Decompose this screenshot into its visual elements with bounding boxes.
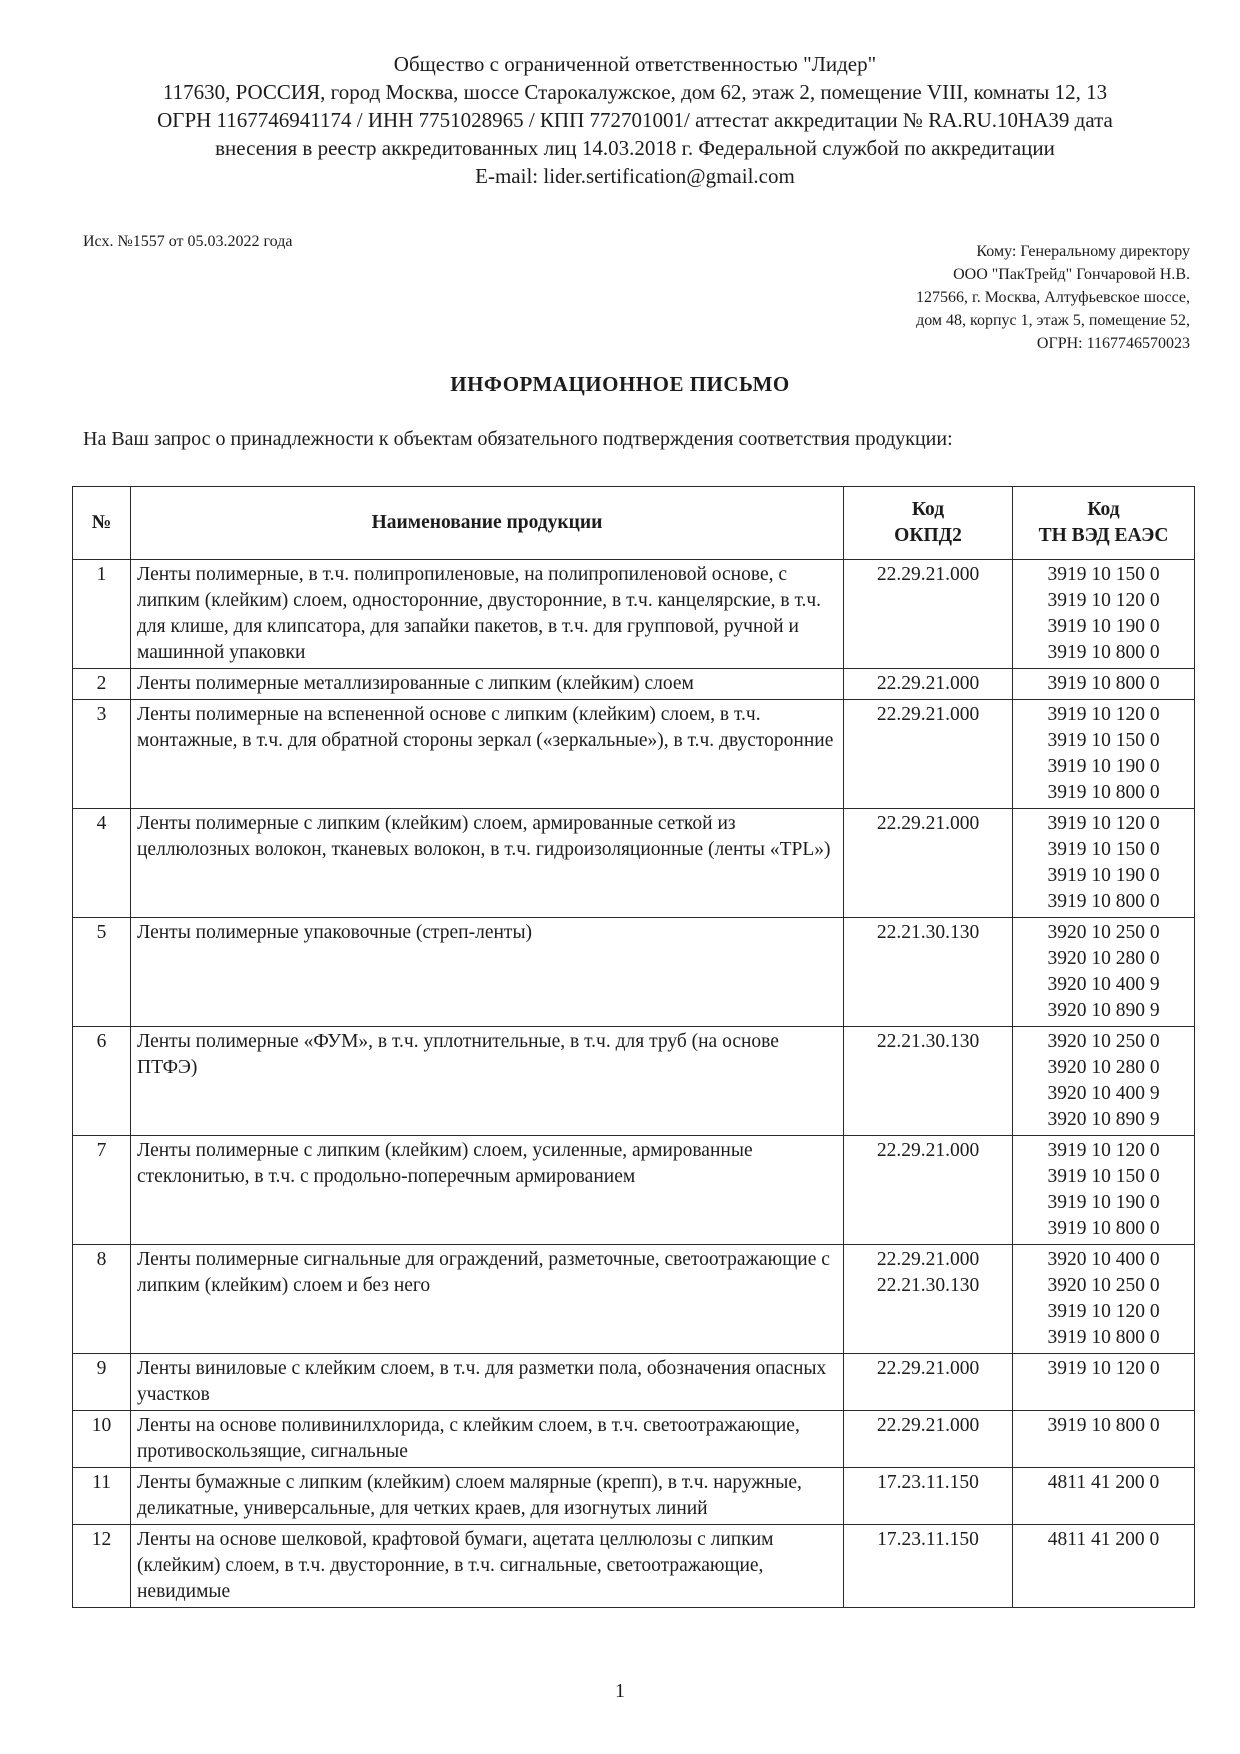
tn-ved-code: 3919 10 150 0: [1047, 839, 1160, 860]
okpd2-code: 17.23.11.150: [877, 1529, 979, 1550]
okpd2-code: 22.29.21.000: [876, 564, 980, 585]
product-name: Ленты полимерные упаковочные (стреп-ленты): [131, 918, 844, 1027]
tn-ved-code: 3919 10 190 0: [1047, 756, 1160, 777]
tn-ved-code: 3919 10 120 0: [1047, 813, 1160, 834]
product-name: Ленты бумажные с липким (клейким) слоем малярные (крепп), в т.ч. наружные, деликатные, универсальные, для четких краев, для изогнутых линий: [131, 1468, 844, 1525]
tn-ved-code: 3920 10 250 0: [1047, 1275, 1160, 1296]
row-number: 3: [73, 700, 131, 809]
tn-ved-code: 3919 10 150 0: [1047, 1166, 1160, 1187]
okpd2-code: 22.29.21.000: [876, 813, 980, 834]
tn-ved-code: 4811 41 200 0: [1047, 1529, 1160, 1550]
recipient-block: [730, 240, 1190, 355]
tn-ved-codes: [1013, 918, 1195, 1027]
org-name: Общество с ограниченной ответственностью "Лидер": [393, 52, 877, 76]
document-title: ИНФОРМАЦИОННОЕ ПИСЬМО: [450, 372, 790, 396]
intro-text: На Ваш запрос о принадлежности к объектам обязательного подтверждения соответствия продукции:: [83, 428, 953, 450]
tn-ved-codes: [1013, 809, 1195, 918]
tn-ved-code: 3920 10 250 0: [1047, 1031, 1160, 1052]
tn-ved-code: 3919 10 120 0: [1047, 704, 1160, 725]
tn-ved-code: 3919 10 800 0: [1047, 642, 1160, 663]
tn-ved-codes: [1013, 1027, 1195, 1136]
okpd2-code: 22.29.21.000: [876, 1140, 980, 1161]
row-number: 10: [73, 1411, 131, 1468]
org-accreditation: внесения в реестр аккредитованных лиц 14.03.2018 г. Федеральной службой по аккредитации: [215, 136, 1055, 160]
okpd2-codes: [844, 700, 1013, 809]
product-name: Ленты полимерные металлизированные с липким (клейким) слоем: [131, 669, 844, 700]
recipient-line: ОГРН: 1167746570023: [1036, 335, 1190, 352]
header-tn-ved: [1013, 487, 1195, 560]
tn-ved-codes: [1013, 1411, 1195, 1468]
products-table: [72, 486, 1195, 1608]
okpd2-codes: [844, 1354, 1013, 1411]
table-row: [73, 1136, 1195, 1245]
tn-ved-codes: [1013, 1354, 1195, 1411]
product-name: Ленты полимерные сигнальные для ограждений, разметочные, светоотражающие с липким (клейким) слоем и без него: [131, 1245, 844, 1354]
tn-ved-codes: [1013, 669, 1195, 700]
header-number: №: [73, 487, 131, 560]
org-address: 117630, РОССИЯ, город Москва, шоссе Старокалужское, дом 62, этаж 2, помещение VIII, комнаты 12, 13: [162, 80, 1108, 104]
okpd2-codes: [844, 1245, 1013, 1354]
table-row: [73, 669, 1195, 700]
row-number: 7: [73, 1136, 131, 1245]
okpd2-codes: [844, 918, 1013, 1027]
tn-ved-codes: [1013, 1525, 1195, 1608]
okpd2-codes: [844, 560, 1013, 669]
tn-ved-codes: [1013, 1136, 1195, 1245]
tn-ved-code: 3920 10 890 9: [1047, 1109, 1160, 1130]
table-row: [73, 1525, 1195, 1608]
tn-ved-code: 3919 10 120 0: [1047, 1301, 1160, 1322]
row-number: 4: [73, 809, 131, 918]
row-number: 12: [73, 1525, 131, 1608]
page-number: 1: [615, 1680, 625, 1702]
table-row: [73, 809, 1195, 918]
okpd2-codes: [844, 1468, 1013, 1525]
tn-ved-code: 3919 10 800 0: [1047, 1415, 1160, 1436]
table-row: [73, 1411, 1195, 1468]
tn-ved-code: 3919 10 120 0: [1047, 590, 1160, 611]
row-number: 9: [73, 1354, 131, 1411]
row-number: 11: [73, 1468, 131, 1525]
table-row: [73, 560, 1195, 669]
product-name: Ленты виниловые с клейким слоем, в т.ч. для разметки пола, обозначения опасных участков: [131, 1354, 844, 1411]
tn-ved-code: 3919 10 120 0: [1047, 1140, 1160, 1161]
table-row: [73, 1027, 1195, 1136]
product-name: Ленты полимерные, в т.ч. полипропиленовые, на полипропиленовой основе, с липким (клейким) слоем, односторонние, двусторонние, в т.ч. канцелярские, в т.ч. для клише, для клипсатора, для запайки пакетов, в т.ч. для групповой, ручной и машинной упаковки: [131, 560, 844, 669]
recipient-line: Кому: Генеральному директору: [976, 243, 1190, 260]
tn-ved-code: 3919 10 800 0: [1047, 1218, 1160, 1239]
row-number: 1: [73, 560, 131, 669]
tn-ved-code: 3920 10 400 9: [1047, 1083, 1160, 1104]
outgoing-reference: Исх. №1557 от 05.03.2022 года: [83, 233, 293, 250]
table-row: [73, 700, 1195, 809]
product-name: Ленты на основе шелковой, крафтовой бумаги, ацетата целлюлозы с липким (клейким) слоем, в т.ч. двусторонние, в т.ч. сигнальные, светоотражающие, невидимые: [131, 1525, 844, 1608]
okpd2-codes: [844, 1027, 1013, 1136]
recipient-line: ООО "ПакТрейд" Гончаровой Н.В.: [953, 266, 1190, 283]
header-product-name: Наименование продукции: [131, 487, 844, 560]
table-row: [73, 1354, 1195, 1411]
okpd2-code: 22.29.21.000: [876, 704, 980, 725]
tn-ved-code: 3920 10 890 9: [1047, 1000, 1160, 1021]
okpd2-codes: [844, 1525, 1013, 1608]
header-okpd2-line1: Код: [911, 499, 945, 520]
tn-ved-code: 3920 10 250 0: [1047, 922, 1160, 943]
org-registration: ОГРН 1167746941174 / ИНН 7751028965 / КПП 772701001/ аттестат аккредитации № RA.RU.10НА39 дата: [157, 108, 1113, 132]
product-name: Ленты полимерные на вспененной основе с липким (клейким) слоем, в т.ч. монтажные, в т.ч. для обратной стороны зеркал («зеркальные»), в т.ч. двусторонние: [131, 700, 844, 809]
tn-ved-code: 3919 10 190 0: [1047, 1192, 1160, 1213]
okpd2-codes: [844, 809, 1013, 918]
okpd2-code: 22.29.21.000: [876, 1358, 980, 1379]
tn-ved-codes: [1013, 1245, 1195, 1354]
okpd2-code: 22.21.30.130: [876, 922, 980, 943]
okpd2-code: 22.29.21.000: [876, 1415, 980, 1436]
org-email: E-mail: lider.sertification@gmail.com: [475, 164, 795, 188]
tn-ved-codes: [1013, 700, 1195, 809]
okpd2-code: 22.29.21.000: [876, 673, 980, 694]
header-tn-ved-line2: ТН ВЭД ЕАЭС: [1038, 525, 1169, 546]
tn-ved-code: 3919 10 150 0: [1047, 730, 1160, 751]
tn-ved-code: 3919 10 120 0: [1047, 1358, 1160, 1379]
organization-header: [60, 50, 1210, 190]
okpd2-code: 22.21.30.130: [876, 1031, 980, 1052]
header-okpd2: [844, 487, 1013, 560]
recipient-line: дом 48, корпус 1, этаж 5, помещение 52,: [916, 312, 1190, 329]
row-number: 2: [73, 669, 131, 700]
header-tn-ved-line1: Код: [1087, 499, 1120, 520]
tn-ved-code: 3919 10 800 0: [1047, 673, 1160, 694]
okpd2-codes: [844, 1411, 1013, 1468]
tn-ved-code: 3920 10 280 0: [1047, 1057, 1160, 1078]
tn-ved-code: 3919 10 190 0: [1047, 616, 1160, 637]
header-okpd2-line2: ОКПД2: [894, 525, 962, 546]
table-row: [73, 918, 1195, 1027]
product-name: Ленты полимерные с липким (клейким) слоем, армированные сеткой из целлюлозных волокон, тканевых волокон, в т.ч. гидроизоляционные (ленты «TPL»): [131, 809, 844, 918]
table-header-row: [73, 487, 1195, 560]
table-row: [73, 1245, 1195, 1354]
tn-ved-code: 4811 41 200 0: [1047, 1472, 1160, 1493]
tn-ved-code: 3919 10 190 0: [1047, 865, 1160, 886]
tn-ved-codes: [1013, 560, 1195, 669]
tn-ved-code: 3920 10 280 0: [1047, 948, 1160, 969]
tn-ved-code: 3919 10 800 0: [1047, 891, 1160, 912]
tn-ved-code: 3919 10 800 0: [1047, 1327, 1160, 1348]
tn-ved-code: 3919 10 150 0: [1047, 564, 1160, 585]
tn-ved-code: 3920 10 400 0: [1047, 1249, 1160, 1270]
row-number: 5: [73, 918, 131, 1027]
okpd2-codes: [844, 669, 1013, 700]
row-number: 8: [73, 1245, 131, 1354]
tn-ved-codes: [1013, 1468, 1195, 1525]
tn-ved-code: 3920 10 400 9: [1047, 974, 1160, 995]
okpd2-codes: [844, 1136, 1013, 1245]
recipient-line: 127566, г. Москва, Алтуфьевское шоссе,: [915, 289, 1190, 306]
table-row: [73, 1468, 1195, 1525]
okpd2-code: 22.29.21.000: [876, 1249, 980, 1270]
row-number: 6: [73, 1027, 131, 1136]
tn-ved-code: 3919 10 800 0: [1047, 782, 1160, 803]
product-name: Ленты полимерные «ФУМ», в т.ч. уплотнительные, в т.ч. для труб (на основе ПТФЭ): [131, 1027, 844, 1136]
okpd2-code: 22.21.30.130: [876, 1275, 980, 1296]
product-name: Ленты полимерные с липким (клейким) слоем, усиленные, армированные стеклонитью, в т.ч. с продольно-поперечным армированием: [131, 1136, 844, 1245]
okpd2-code: 17.23.11.150: [877, 1472, 979, 1493]
product-name: Ленты на основе поливинилхлорида, с клейким слоем, в т.ч. светоотражающие, противоскользящие, сигнальные: [131, 1411, 844, 1468]
